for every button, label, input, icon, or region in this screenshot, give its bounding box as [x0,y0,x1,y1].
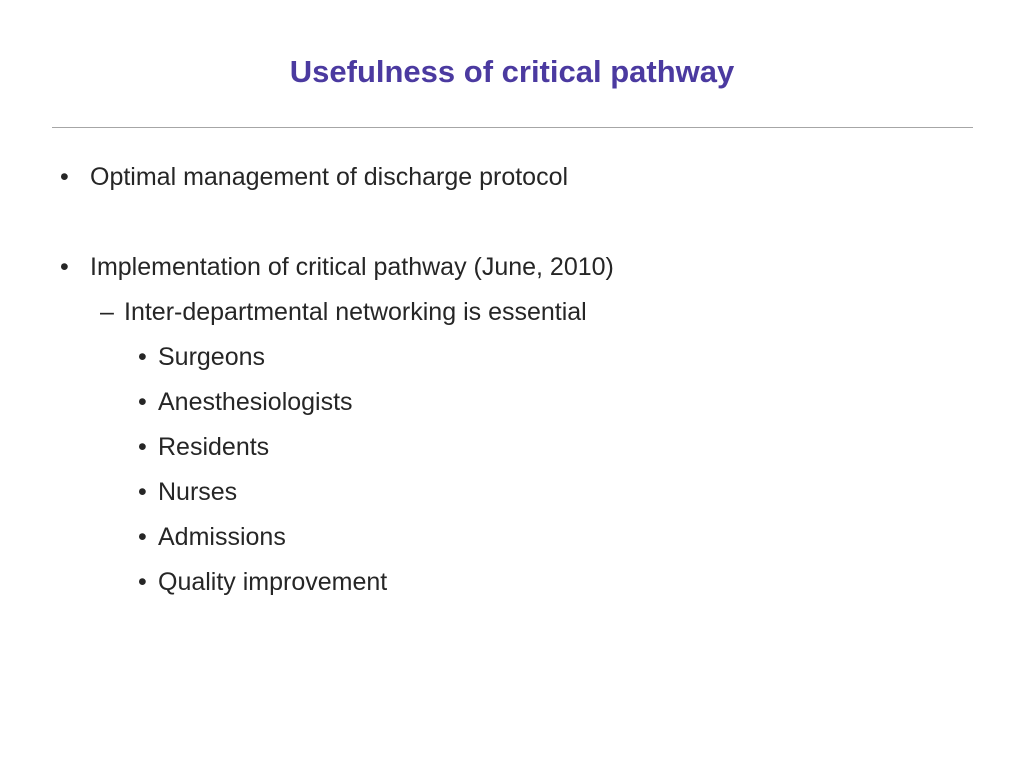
title-divider [52,127,973,128]
subsub-bullet-text: Admissions [158,523,286,551]
bullet-icon: • [138,523,147,551]
subsub-bullet-text: Surgeons [158,343,266,371]
bullet-icon: • [138,388,147,416]
subsub-bullet-text: Anesthesiologists [158,388,353,416]
subsub-bullet-text: Residents [158,433,270,461]
bullet-icon: • [60,253,69,281]
bullet-icon: • [138,478,147,506]
bullet-icon: • [138,568,147,596]
subsub-bullet-text: Nurses [158,478,238,506]
bullet-icon: • [138,433,147,461]
slide-title: Usefulness of critical pathway [289,54,735,89]
subsub-bullet-text: Quality improvement [158,568,388,596]
bullet-icon: • [138,343,147,371]
sub-bullet-text: Inter-departmental networking is essential [124,298,587,326]
bullet-icon: • [60,163,69,191]
bullet-text: Optimal management of discharge protocol [90,163,569,191]
dash-icon: – [100,298,114,326]
bullet-text: Implementation of critical pathway (June, 2010) [90,253,614,281]
